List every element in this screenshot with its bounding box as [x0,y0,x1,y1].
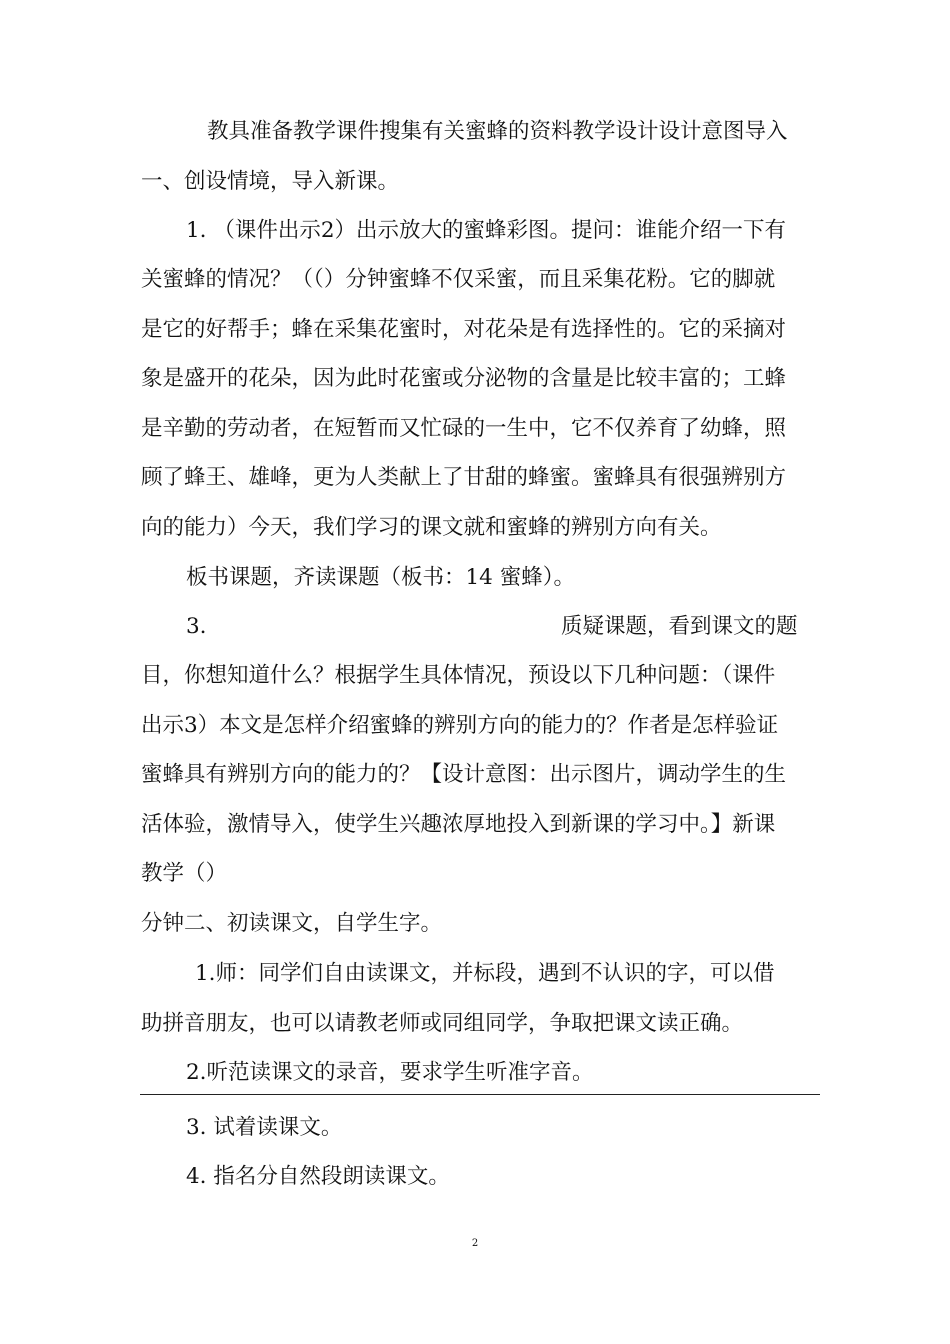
text-line: 1.师：同学们自由读课文，并标段，遇到不认识的字，可以借 [195,961,775,986]
list-number: 3. [186,614,207,639]
text-line: 是辛勤的劳动者，在短暂而又忙碌的一生中，它不仅养育了幼蜂，照 [141,416,787,441]
text-line: 蜜蜂具有辨别方向的能力的？【设计意图：出示图片，调动学生的生 [141,762,787,787]
text-line: 是它的好帮手；蜂在采集花蜜时，对花朵是有选择性的。它的采摘对 [141,317,787,342]
text-line: 顾了蜂王、雄峰，更为人类献上了甘甜的蜂蜜。蜜蜂具有很强辨别方 [141,465,787,490]
text-line: 质疑课题，看到课文的题 [561,614,798,639]
text-line: 活体验，激情导入，使学生兴趣浓厚地投入到新课的学习中。】新课 [141,812,776,837]
text-line: 目，你想知道什么？根据学生具体情况，预设以下几种问题：（课件 [141,663,776,688]
page-number: 2 [471,1238,479,1249]
text-line: 出示3）本文是怎样介绍蜜蜂的辨别方向的能力的？作者是怎样验证 [141,713,779,738]
text-line: 一、创设情境，导入新课。 [141,169,400,194]
text-line: 4. 指名分自然段朗读课文。 [186,1164,450,1189]
text-line: 教学（） [141,861,228,886]
text-line: 向的能力）今天，我们学习的课文就和蜜蜂的辨别方向有关。 [141,515,722,540]
text-line: 教具准备教学课件搜集有关蜜蜂的资料教学设计设计意图导入 [207,119,788,144]
text-line: 象是盛开的花朵，因为此时花蜜或分泌物的含量是比较丰富的；工蜂 [141,366,787,391]
text-line: 关蜜蜂的情况？（（）分钟蜜蜂不仅采蜜，而且采集花粉。它的脚就 [141,267,776,292]
text-line: 板书课题，齐读课题（板书：14 蜜蜂）。 [186,565,575,590]
text-line: 2.听范读课文的录音，要求学生听准字音。 [186,1060,594,1085]
text-line: 助拼音朋友，也可以请教老师或同组同学，争取把课文读正确。 [141,1011,744,1036]
text-line: 3. 试着读课文。 [186,1115,343,1140]
horizontal-divider [140,1094,820,1095]
text-line: 分钟二、初读课文，自学生字。 [141,911,443,936]
text-line: 1. （课件出示2）出示放大的蜜蜂彩图。提问：谁能介绍一下有 [186,218,787,243]
